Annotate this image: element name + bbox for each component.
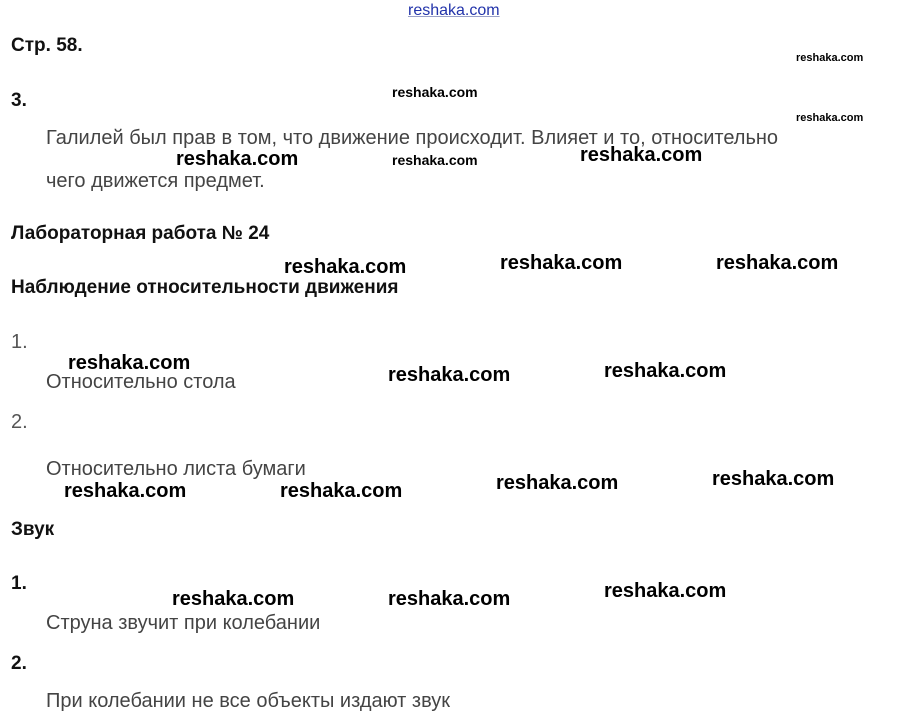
watermark: reshaka.com [284,256,407,278]
watermark: reshaka.com [172,588,295,610]
lab-item-2-number: 2. [11,411,28,433]
top-watermark-link[interactable]: reshaka.com [408,2,500,19]
sound-item-2-number: 2. [11,653,27,674]
sound-item-1-answer: Струна звучит при колебании [46,612,321,634]
watermark: reshaka.com [496,472,619,494]
sound-item-1-number: 1. [11,573,27,594]
watermark: reshaka.com [716,252,839,274]
task-3-number: 3. [11,90,27,111]
task-3-text-line-2: чего движется предмет. [46,170,265,192]
lab-subtitle: Наблюдение относительности движения [11,277,399,298]
watermark: reshaka.com [796,112,864,124]
watermark: reshaka.com [176,148,299,170]
watermark: reshaka.com [392,152,478,168]
watermark: reshaka.com [64,480,187,502]
lab-item-1-answer: Относительно стола [46,371,236,393]
watermark: reshaka.com [392,84,478,100]
watermark: reshaka.com [580,144,703,166]
page-label: Стр. 58. [11,35,83,56]
watermark: reshaka.com [796,52,864,64]
lab-item-1-number: 1. [11,331,28,353]
watermark: reshaka.com [500,252,623,274]
task-3-text-line-1: Галилей был прав в том, что движение происходит. Влияет и то, относительно [46,127,779,149]
watermark: reshaka.com [604,580,727,602]
watermark: reshaka.com [388,588,511,610]
watermark: reshaka.com [388,364,511,386]
sound-title: Звук [11,519,55,540]
watermark: reshaka.com [712,468,835,490]
sound-item-2-answer: При колебании не все объекты издают звук [46,690,451,712]
watermark: reshaka.com [68,352,191,374]
watermark: reshaka.com [604,360,727,382]
lab-item-2-answer: Относительно листа бумаги [46,458,306,480]
lab-title: Лабораторная работа № 24 [11,223,270,244]
watermark: reshaka.com [280,480,403,502]
